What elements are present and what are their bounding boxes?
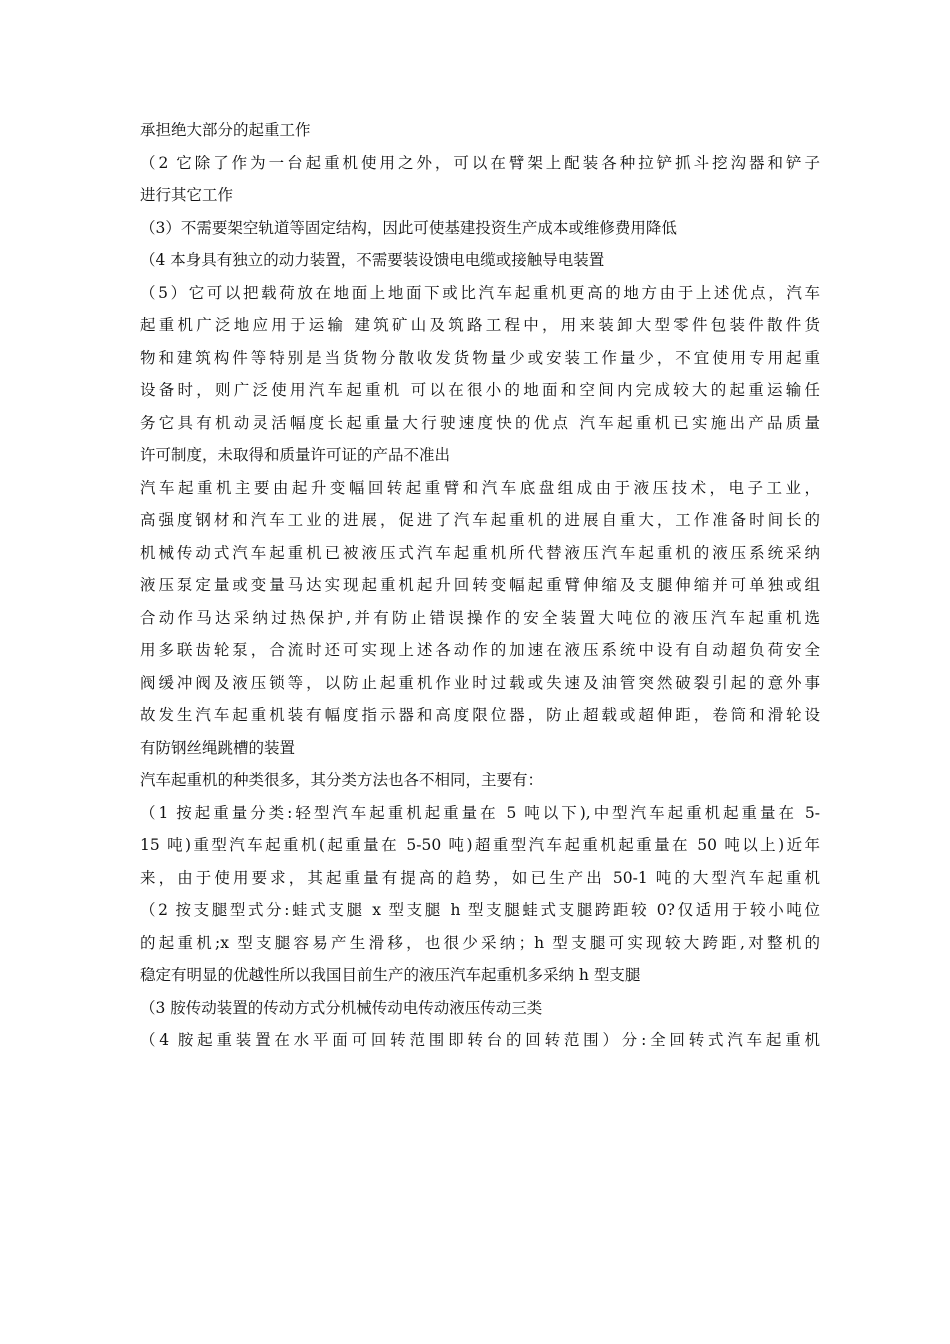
text-line: （2 它除了作为一台起重机使用之外，可以在臂架上配装各种拉铲抓斗挖沟器和铲子 [140, 153, 820, 172]
text-line: （4 本身具有独立的动力装置，不需要装设馈电电缆或接触导电装置 [140, 251, 605, 269]
text-line: 务它具有机动灵活幅度长起重量大行驶速度快的优点 汽车起重机已实施出产品质量 [140, 413, 820, 432]
text-line: 许可制度，未取得和质量许可证的产品不准出 [140, 446, 451, 464]
text-line: （5）它可以把载荷放在地面上地面下或比汽车起重机更高的地方由于上述优点，汽车 [140, 283, 820, 302]
text-line: 有防钢丝绳跳槽的装置 [140, 738, 296, 757]
text-line: （4 胺起重装置在水平面可回转范围即转台的回转范围）分:全回转式汽车起重机 [140, 1031, 820, 1049]
text-line: （1 按起重量分类:轻型汽车起重机起重量在 5 吨以下),中型汽车起重机起重量在 5- [140, 803, 820, 822]
text-line: 高强度钢材和汽车工业的进展，促进了汽车起重机的进展自重大，工作准备时间长的 [140, 511, 820, 529]
text-line: 承担绝大部分的起重工作 [140, 121, 311, 139]
text-line: 设备时，则广泛使用汽车起重机 可以在很小的地面和空间内完成较大的起重运输任 [140, 381, 820, 399]
text-line: （3 胺传动装置的传动方式分机械传动电传动液压传动三类 [140, 998, 543, 1017]
text-line: 汽车起重机的种类很多，其分类方法也各不相同，主要有： [140, 771, 544, 789]
text-line: 机械传动式汽车起重机已被液压式汽车起重机所代替液压汽车起重机的液压系统采纳 [140, 543, 820, 562]
text-line: 液压泵定量或变量马达实现起重机起升回转变幅起重臂伸缩及支腿伸缩并可单独或组 [140, 576, 820, 594]
text-line: 物和建筑构件等特别是当货物分散收发货物量少或安装工作量少，不宜使用专用起重 [140, 348, 820, 367]
text-line: （3）不需要架空轨道等固定结构，因此可使基建投资生产成本或维修费用降低 [140, 218, 677, 237]
text-line: （2 按支腿型式分:蛙式支腿 x 型支腿 h 型支腿蛙式支腿跨距较 0?仅适用于较小吨位 [140, 901, 820, 919]
text-line: 15 吨)重型汽车起重机(起重量在 5-50 吨)超重型汽车起重机起重量在 50 吨以上)近年 [140, 836, 820, 854]
document-body [140, 114, 820, 1057]
text-line: 起重机广泛地应用于运输 建筑矿山及筑路工程中，用来装卸大型零件包装件散件货 [140, 316, 820, 334]
text-line: 进行其它工作 [140, 186, 234, 204]
text-line: 来，由于使用要求，其起重量有提高的趋势，如已生产出 50-1 吨的大型汽车起重机 [140, 868, 820, 887]
text-line: 阀缓冲阀及液压锁等，以防止起重机作业时过载或失速及油管突然破裂引起的意外事 [140, 673, 820, 692]
text-line: 合动作马达采纳过热保护,并有防止错误操作的安全装置大吨位的液压汽车起重机选 [140, 608, 820, 627]
text-line: 汽车起重机主要由起升变幅回转起重臂和汽车底盘组成由于液压技术，电子工业， [140, 478, 820, 497]
text-line: 故发生汽车起重机装有幅度指示器和高度限位器，防止超载或超伸距，卷筒和滑轮设 [140, 706, 820, 724]
text-line: 稳定有明显的优越性所以我国目前生产的液压汽车起重机多采纳 h 型支腿 [140, 966, 641, 984]
text-line: 用多联齿轮泵，合流时还可实现上述各动作的加速在液压系统中设有自动超负荷安全 [140, 641, 820, 659]
text-line: 的起重机;x 型支腿容易产生滑移，也很少采纳；h 型支腿可实现较大跨距,对整机的 [140, 933, 820, 952]
